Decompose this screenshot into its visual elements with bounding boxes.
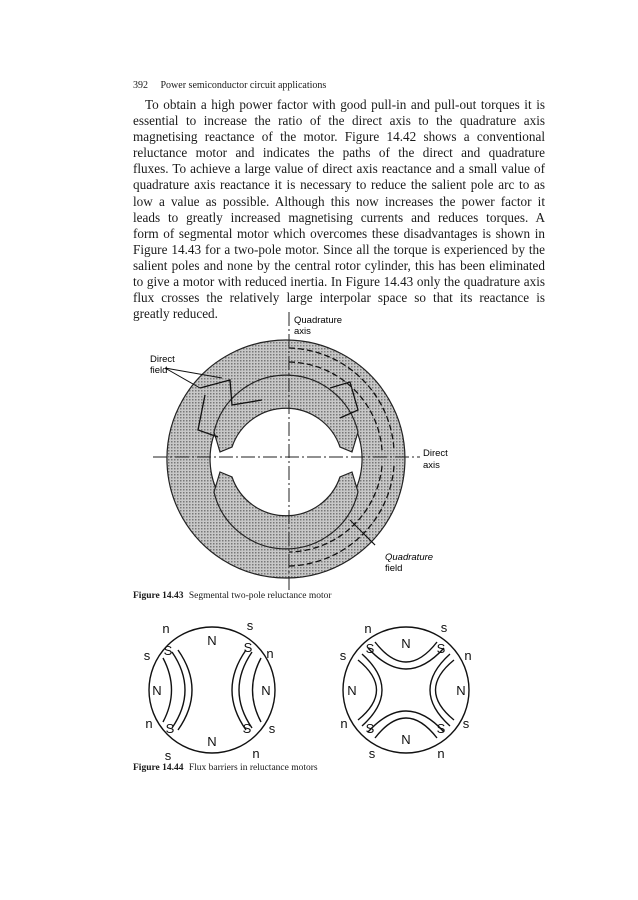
figure-14-44-caption: [133, 763, 318, 773]
text-line: form of segmental motor which overcomes these disadvantages is shown in: [133, 225, 545, 241]
figure-14-43-caption: [133, 591, 332, 601]
pole-label: S: [165, 721, 175, 736]
label-direct-field-2: field: [150, 365, 168, 376]
text-line: Figure 14.43 for a two-pole motor. Since all the torque is experienced by the: [133, 241, 545, 257]
label-direct-field: Direct: [150, 354, 175, 365]
pole-label: s: [268, 721, 276, 736]
pole-label: S: [436, 721, 446, 736]
pole-label: n: [252, 746, 260, 761]
pole-label: S: [365, 641, 375, 656]
text-line: salient poles and none by the central rotor cylinder, this has been eliminated: [133, 257, 545, 273]
text-line: leads to greatly increased magnetising currents and reduces torques. A: [133, 209, 545, 225]
pole-label: N: [207, 734, 217, 749]
label-quadrature-field: Quadrature: [385, 552, 434, 563]
text-line: magnetising reactance of the motor. Figure 14.42 shows a conventional: [133, 129, 545, 145]
pole-label: s: [246, 618, 254, 633]
text-line: flux crosses the relatively large interpolar space so that its reactance is: [133, 290, 545, 306]
pole-label: s: [143, 648, 151, 663]
label-quadrature-axis-2: axis: [294, 326, 311, 337]
pole-label: n: [364, 621, 372, 636]
caption-number: Figure 14.44: [133, 763, 184, 773]
text-line: quadrature axis reactance it is necessary to reduce the salient pole arc to as: [133, 177, 545, 193]
page-number: 392: [133, 80, 148, 91]
pole-label: N: [347, 683, 357, 698]
caption-text: Flux barriers in reluctance motors: [188, 763, 318, 773]
pole-label: N: [261, 683, 271, 698]
pole-label: S: [365, 721, 375, 736]
text-line: essential to increase the ratio of the direct axis to the quadrature axis: [133, 113, 545, 129]
pole-label: S: [242, 721, 252, 736]
pole-label: S: [436, 641, 446, 656]
pole-label: N: [456, 683, 466, 698]
pole-label: s: [440, 620, 448, 635]
pole-label: n: [266, 646, 274, 661]
pole-label: S: [163, 643, 173, 658]
label-direct-axis: Direct: [423, 448, 448, 459]
label-quadrature-axis: Quadrature: [294, 315, 343, 326]
text-line: to give a motor with reduced inertia. In Figure 14.43 only the quadrature axis: [133, 274, 545, 290]
pole-label: n: [162, 621, 170, 636]
text-line: fluxes. To achieve a large value of direct axis reactance and a small value of: [133, 161, 545, 177]
text-line: low a value as possible. Although this now increases the power factor it: [133, 193, 545, 209]
caption-text: Segmental two-pole reluctance motor: [188, 591, 332, 601]
caption-number: Figure 14.43: [133, 591, 184, 601]
pole-label: s: [164, 748, 172, 763]
running-title: Power semiconductor circuit applications: [160, 80, 327, 91]
pole-label: S: [243, 640, 253, 655]
pole-label: N: [207, 633, 217, 648]
text-line: To obtain a high power factor with good pull-in and pull-out torques it is: [145, 97, 545, 112]
pole-label: N: [401, 636, 411, 651]
pole-label: n: [340, 716, 348, 731]
pole-label: n: [437, 746, 445, 761]
pole-label: n: [145, 716, 153, 731]
pole-label: N: [152, 683, 162, 698]
label-quadrature-field-2: field: [385, 563, 403, 574]
text-line: reluctance motor and indicates the paths of the direct and quadrature: [133, 145, 545, 161]
label-direct-axis-2: axis: [423, 460, 440, 471]
pole-label: s: [368, 746, 376, 761]
pole-label: n: [464, 648, 472, 663]
pole-label: s: [339, 648, 347, 663]
text-line: greatly reduced.: [133, 306, 218, 322]
pole-label: s: [462, 716, 470, 731]
pole-label: N: [401, 732, 411, 747]
